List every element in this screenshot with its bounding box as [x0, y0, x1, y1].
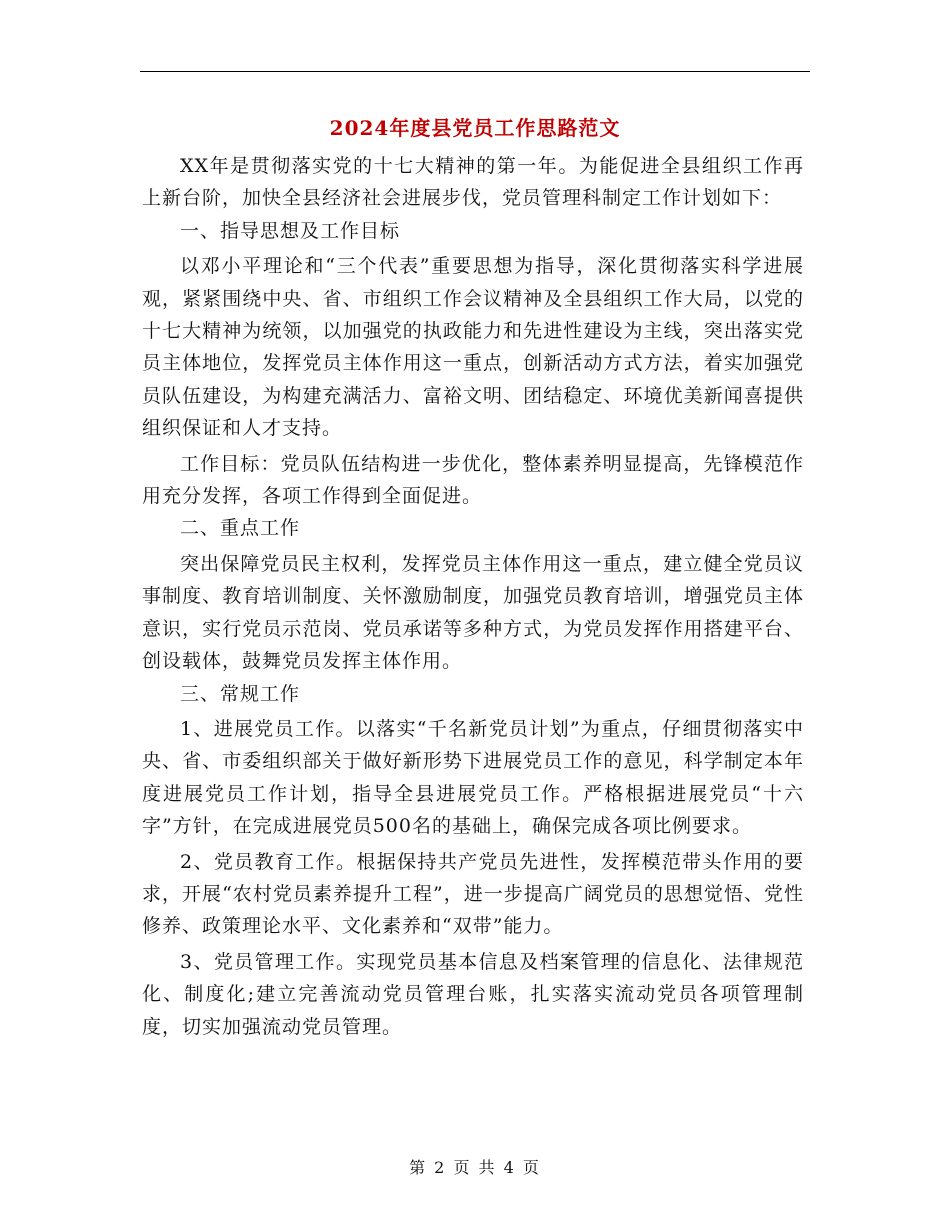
- routine-item-1: 1、进展党员工作。以落实“千名新党员计划”为重点，仔细贯彻落实中央、省、市委组织部关于做好新形势下进展党员工作的意见，科学制定本年度进展党员工作计划，指导全县进展党员工作。严格根据进展党员“十六字”方针，在完成进展党员500名的基础上，确保完成各项比例要求。: [142, 717, 804, 838]
- section-heading-1: 一、指导思想及工作目标: [180, 219, 401, 242]
- header-rule: [140, 71, 810, 72]
- document-body: [142, 150, 804, 1043]
- section-heading-2: 二、重点工作: [180, 517, 301, 540]
- work-goal-paragraph: 工作目标：党员队伍结构进一步优化，整体素养明显提高，先锋模范作用充分发挥，各项工作得到全面促进。: [142, 452, 804, 508]
- guiding-ideology-paragraph: 以邓小平理论和“三个代表”重要思想为指导，深化贯彻落实科学进展观，紧紧围绕中央、省、市组织工作会议精神及全县组织工作大局，以党的十七大精神为统领，以加强党的执政能力和先进性建设为主线，突出落实党员主体地位，发挥党员主体作用这一重点，创新活动方式方法，着实加强党员队伍建设，为构建充满活力、富裕文明、团结稳定、环境优美新闻喜提供组织保证和人才支持。: [142, 255, 804, 440]
- document-title: 2024年度县党员工作思路范文: [329, 116, 621, 140]
- key-work-paragraph: 突出保障党员民主权利，发挥党员主体作用这一重点，建立健全党员议事制度、教育培训制度、关怀激励制度，加强党员教育培训，增强党员主体意识，实行党员示范岗、党员承诺等多种方式，为党员发挥作用搭建平台、创设载体，鼓舞党员发挥主体作用。: [142, 552, 804, 673]
- intro-paragraph: XX年是贯彻落实党的十七大精神的第一年。为能促进全县组织工作再上新台阶，加快全县经济社会进展步伐，党员管理科制定工作计划如下：: [142, 155, 804, 210]
- section-heading-3: 三、常规工作: [180, 682, 301, 705]
- routine-item-2: 2、党员教育工作。根据保持共产党员先进性，发挥模范带头作用的要求，开展“农村党员素养提升工程”，进一步提高广阔党员的思想觉悟、党性修养、政策理论水平、文化素养和“双带”能力。: [142, 850, 804, 938]
- routine-item-3: 3、党员管理工作。实现党员基本信息及档案管理的信息化、法律规范化、制度化;建立完善流动党员管理台账，扎实落实流动党员各项管理制度，切实加强流动党员管理。: [142, 950, 804, 1038]
- page-number: 第 2 页 共 4 页: [409, 1158, 541, 1177]
